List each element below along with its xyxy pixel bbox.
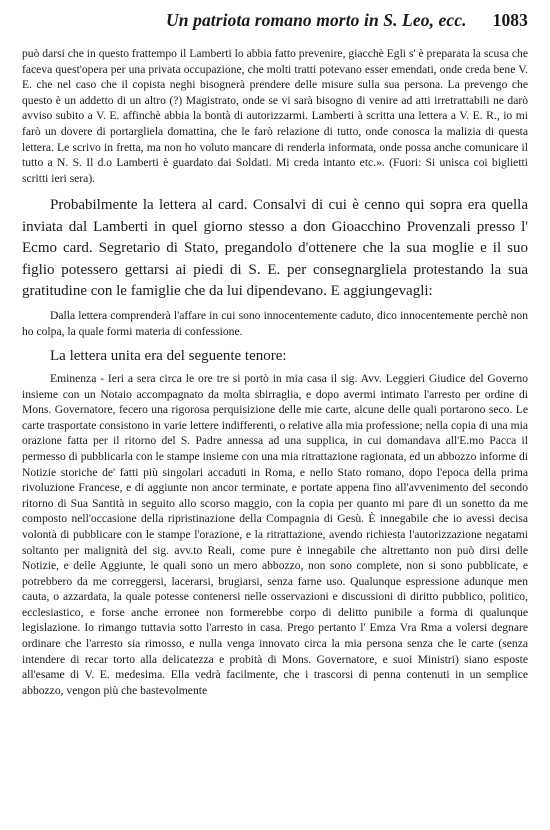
quoted-passage: Dalla lettera comprenderà l'affare in cui sono innocentemente caduto, dico innocentemente perchè non ho colpa, la quale formi materia di confessione.: [22, 309, 528, 338]
quoted-letter-continuation: può darsi che in questo frattempo il Lamberti lo abbia fatto prevenire, giacchè Egli s' è preparata la scusa che faceva quest'opera per una privata occupazione, che molti tratti potevano esser emendati, onde creda bene V. E. che nel caso che il copista neghi bisognerà prendere delle misure sulla sua persona. La prevengo che questo è un addetto di un altro (?) Magistrato, onde se vi sarà bisogno di venire ad atti irretrattabili ne darò avviso subito a V. E. affinchè abbia la bontà di autorizzarmi. Lamberti à scritta una lettera a V. E. R., io mi farò un dovere di portargliela domattina, che le farò relazione di tutto, onde conosca la malizia di questa lettera. Le scrivo in fretta, ma non ho voluto mancare di renderla informata, onde possa anche comunicare il tutto a N. S. Il d.o Lamberti è guardato dai Soldati. Mi creda intanto etc.». (Fuori: Si unisca coi biglietti scritti ieri sera).: [22, 47, 528, 185]
running-header: [22, 10, 528, 31]
commentary-paragraph: Probabilmente la lettera al card. Consalvi di cui è cenno qui sopra era quella inviata dal Lamberti in quel giorno stesso a don Gioacchino Provenzali presso l' Ecmo card. Segretario di Stato, pregandolo d'ottenere che la sua moglie e il suo figlio potessero gettarsi ai piedi di S. E. per consegnargliela protestando la sua gratitudine con le famiglie che da lui dipendevano. E aggiungevagli:: [22, 197, 528, 299]
document-page: [22, 10, 528, 698]
running-title: Un patriota romano morto in S. Leo, ecc.: [166, 10, 467, 30]
letter-body: Eminenza - Ieri a sera circa le ore tre si portò in mia casa il sig. Avv. Leggieri Giudice del Governo insieme con un Notaio accompagnato da molta sbirraglia, e dopo avermi intimato l'arresto per ordine di Mons. Governatore, fecero una rigorosa perquisizione delle mie carte, alcune delle quali portarono seco. Le carte trasportate consistono in varie lettere indifferenti, o relative alla mia professione; nella copia di una mia orazione fatta per il ritorno del S. Padre annessa ad una supplica, in cui domandava all'E.mo Pacca il permesso di pubblicarla con le stampe insieme con una mia ritrattazione ragionata, ed un abbozzo informe di Notizie storiche de' fatti più singolari accaduti in Roma, e nello Stato romano, dopo l'epoca della prima rivoluzione Francese, e di aggiunte non ancor terminate, e portate appena fino all'avvenimento del secondo ritorno di Sua Santità in seguito allo scorso maggio, con la copia per quanto mi pare di un sonetto da me composto nell'occasione della ripristinazione della Compagnia di Gesù. È innegabile che io avessi decisa volontà di pubblicare con le stampe l'orazione, e la ritrattazione, avendo richiesta l'autorizzazione negatami soltanto per malignità del sig. avv.to Reali, come pure è innegabile che altrettanto non può dirsi delle Notizie, e delle Aggiunte, le quali sono un mero abbozzo, non sono complete, non si sono pubblicate, e potrebbero da me correggersi, lacerarsi, brugiarsi, senza farne uso. Qualunque espressione adunque men cauta, o azzardata, la quale potesse contenersi nelle osservazioni e discussioni di diritto pubblico, politico, ecclesiastico, e forse anche erronee non formerebbe corpo di delitto punibile a forma di qualunque legislazione. Io rimango tuttavia sotto l'arresto in casa. Prego pertanto l' Emza Vra Rma a volersi degnare ordinare che l'arresto sia rimosso, e nulla venga innovato circa la mia persona senza che le carte (senza intendere di recar torto alla delicatezza e probità di Mons. Governatore, e suoi Ministri) siano esposte all'esame di V. E. medesima. Ella vedrà facilmente, che i trascorsi di penna contenuti in un semplice abbozzo, vengon più che bastevolmente: [22, 371, 528, 697]
section-intro-line: La lettera unita era del seguente tenore:: [50, 347, 287, 364]
page-number: 1083: [492, 10, 528, 30]
